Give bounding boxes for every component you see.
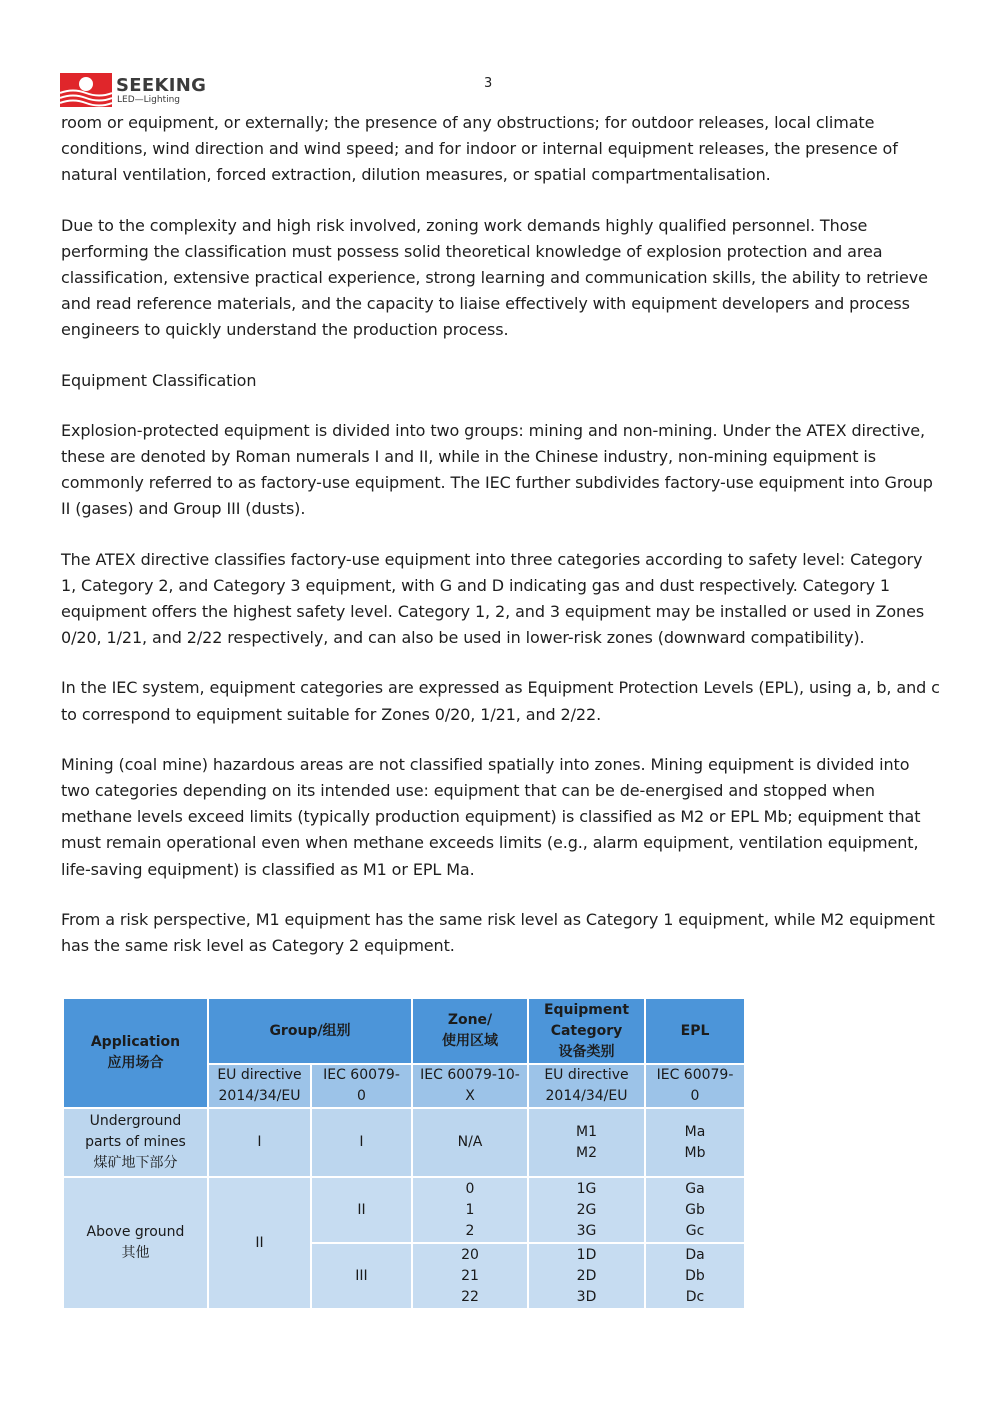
sun-over-waves-logo-icon [60, 73, 112, 107]
table-header-row [63, 998, 745, 1064]
cell-epl: Ga Gb Gc [645, 1177, 745, 1243]
header-equipment-category: Equipment Category 设备类别 [528, 998, 645, 1064]
cell-epl: Da Db Dc [645, 1243, 745, 1309]
section-heading: Equipment Classification [61, 370, 257, 390]
cell-category: M1 M2 [528, 1108, 645, 1177]
cell-group-iec: III [311, 1243, 412, 1309]
subheader-epl-iec: IEC 60079- 0 [645, 1064, 745, 1108]
brand-logo [60, 73, 220, 107]
header-application: Application 应用场合 [63, 998, 208, 1108]
subheader-category-eu: EU directive 2014/34/EU [528, 1064, 645, 1108]
subheader-group-eu: EU directive 2014/34/EU [208, 1064, 311, 1108]
cell-zone: 20 21 22 [412, 1243, 528, 1309]
equipment-classification-table [62, 997, 744, 1309]
header-zone: Zone/ 使用区域 [412, 998, 528, 1064]
paragraph: Due to the complexity and high risk involved, zoning work demands highly qualified personnel. Those performing the classification must possess solid theoretical knowledge of explosion protection and area classification, extensive practical experience, strong learning and communication skills, the ability to retrieve and read reference materials, and the capacity to liaise effectively with equipment developers and process engineers to quickly understand the production process. [61, 215, 928, 340]
subheader-zone-iec: IEC 60079-10- X [412, 1064, 528, 1108]
cell-group-iec: II [311, 1177, 412, 1243]
cell-application-underground: Underground parts of mines 煤矿地下部分 [63, 1108, 208, 1177]
header-epl: EPL [645, 998, 745, 1064]
paragraph: room or equipment, or externally; the presence of any obstructions; for outdoor releases, local climate conditions, wind direction and wind speed; and for indoor or internal equipment releases, the presence of natural ventilation, forced extraction, dilution measures, or spatial compartmentalisation. [61, 113, 898, 185]
cell-category: 1D 2D 3D [528, 1243, 645, 1309]
cell-epl: Ma Mb [645, 1108, 745, 1177]
paragraph: From a risk perspective, M1 equipment has the same risk level as Category 1 equipment, while M2 equipment has the same risk level as Category 2 equipment. [61, 909, 935, 956]
table-row-above-gas [63, 1177, 745, 1243]
brand-subtitle: LED—Lighting [117, 95, 181, 105]
cell-group-eu: II [208, 1177, 311, 1309]
paragraph: Mining (coal mine) hazardous areas are not classified spatially into zones. Mining equipment is divided into two categories depending on its intended use: equipment that can be de-energised and stopped when methane levels exceed limits (typically production equipment) is classified as M2 or EPL Mb; equipment that must remain operational even when methane exceeds limits (e.g., alarm equipment, ventilation equipment, life-saving equipment) is classified as M1 or EPL Ma. [61, 754, 921, 879]
page-number: 3 [484, 76, 493, 91]
subheader-group-iec: IEC 60079- 0 [311, 1064, 412, 1108]
document-body [61, 110, 941, 983]
cell-category: 1G 2G 3G [528, 1177, 645, 1243]
brand-name: SEEKING [116, 75, 207, 96]
paragraph: In the IEC system, equipment categories are expressed as Equipment Protection Levels (EPL), using a, b, and c to correspond to equipment suitable for Zones 0/20, 1/21, and 2/22. [61, 678, 940, 724]
cell-application-above: Above ground 其他 [63, 1177, 208, 1309]
cell-zone: N/A [412, 1108, 528, 1177]
cell-zone: 0 1 2 [412, 1177, 528, 1243]
header-group: Group/组别 [208, 998, 412, 1064]
cell-group-eu: I [208, 1108, 311, 1177]
paragraph: Explosion-protected equipment is divided into two groups: mining and non-mining. Under the ATEX directive, these are denoted by Roman numerals I and II, while in the Chinese industry, non-mining equipment is commonly referred to as factory-use equipment. The IEC further subdivides factory-use equipment into Group II (gases) and Group III (dusts). [61, 420, 933, 519]
cell-group-iec: I [311, 1108, 412, 1177]
paragraph: The ATEX directive classifies factory-use equipment into three categories according to safety level: Category 1, Category 2, and Category 3 equipment, with G and D indicating gas and dust respectively. Category 1 equipment offers the highest safety level. Category 1, 2, and 3 equipment may be installed or used in Zones 0/20, 1/21, and 2/22 respectively, and can also be used in lower-risk zones (downward compatibility). [61, 549, 925, 648]
table-row-underground [63, 1108, 745, 1177]
